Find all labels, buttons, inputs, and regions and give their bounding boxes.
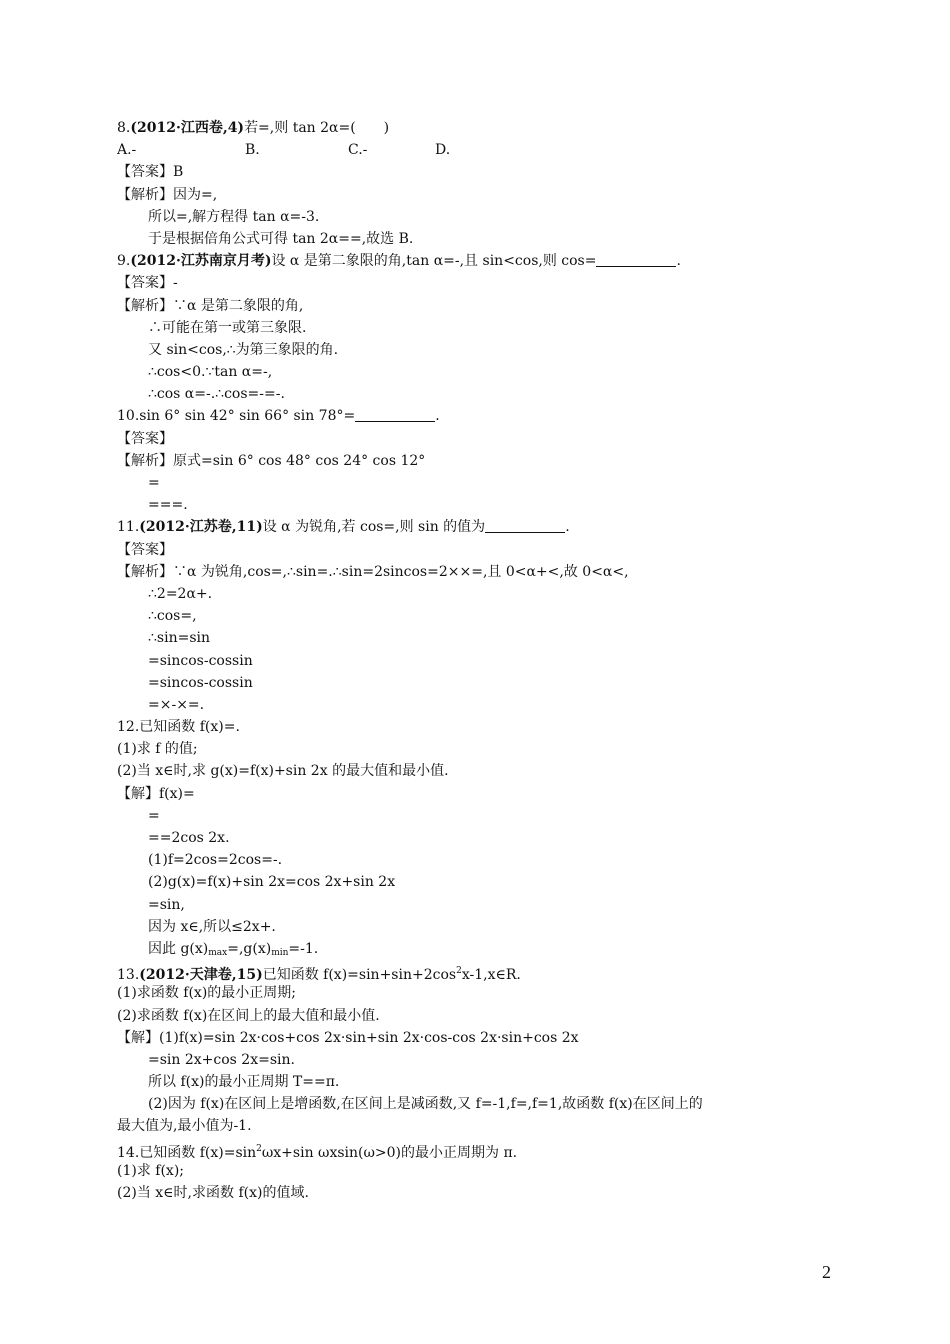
q13-solution: 【解】(1)f(x)=sin 2x·cos+cos 2x·sin+sin 2x·cos-cos 2x·sin+cos 2x [117,1029,579,1046]
q12-solution: =sin, [148,896,185,913]
q12-solution: 因为 x∈,所以≤2x+. [148,918,276,935]
q12-solution: ==2cos 2x. [148,830,230,846]
q8-stem: 8.(2012·江西卷,4)若=,则 tan 2α=( ) [117,120,390,136]
q11-analysis: =×-×=. [148,696,205,713]
q8-answer: 【答案】B [117,164,184,181]
q9-stem: 9.(2012·江苏南京月考)设 α 是第二象限的角,tan α=-,且 sin<cos,则 cos= . [117,253,681,270]
q12-part: (2)当 x∈时,求 g(x)=f(x)+sin 2x 的最大值和最小值. [117,763,449,780]
answer-blank [485,518,565,533]
q10-analysis: 【解析】原式=sin 6° cos 48° cos 24° cos 12° [117,452,426,469]
q11-analysis: ∴2=2α+. [148,585,213,602]
q12-solution: 【解】f(x)= [117,785,195,802]
q12-solution-final: 因此 $g(x)_{max}=,g(x)_{min}=-1$. [148,940,319,958]
q13-stem: 13.(2012·天津卷,15)已知函数 $f(x)=\sin+\sin+2\cos^2x-1,x\in R$. [117,966,521,983]
q12-solution: (2)g(x)=f(x)+sin 2x=cos 2x+sin 2x [148,874,396,891]
q11-answer: 【答案】 [117,541,173,558]
q13-solution: 所以 f(x)的最小正周期 T==π. [148,1074,340,1091]
q12-stem: 12.已知函数 f(x)=. [117,719,240,736]
q11-analysis: =sincos-cossin [148,674,253,691]
q10-answer: 【答案】 [117,430,173,447]
q14-stem: 14.已知函数 $f(x)=\sin^2\omega x+\sin$ ωxsin(ω>0)的最小正周期为 π. [117,1143,518,1160]
document-content [117,117,827,1204]
q9-analysis: 又 sin<cos,∴为第三象限的角. [148,341,339,358]
q9-answer: 【答案】- [117,275,178,292]
q8-analysis: 所以=,解方程得 tan α=-3. [148,208,320,225]
q13-part: (1)求函数 f(x)的最小正周期; [117,985,296,1002]
q12-solution: (1)f=2cos=2cos=-. [148,852,283,869]
q13-solution: =sin 2x+cos 2x=sin. [148,1051,295,1068]
q8-analysis: 【解析】因为=, [117,186,218,203]
q9-analysis: ∴可能在第一或第三象限. [148,319,307,336]
q13-solution: (2)因为 f(x)在区间上是增函数,在区间上是减函数,又 f=-1,f=,f=1,故函数 f(x)在区间上的 [148,1096,703,1113]
page-number: 2 [822,1262,831,1282]
q12-part: (1)求 f 的值; [117,741,198,758]
q8-analysis: 于是根据倍角公式可得 tan 2α==,故选 B. [148,230,414,247]
q10-analysis: ===. [148,497,188,514]
q11-analysis: 【解析】∵α 为锐角,cos=,∴sin=.∴sin=2sincos=2××=,且 0<α+<,故 0<α<, [117,563,629,580]
q12-solution: = [148,807,160,824]
q9-analysis: ∴cos α=-.∴cos=-=-. [148,386,285,403]
q9-analysis: ∴cos<0.∵tan α=-, [148,364,273,381]
q11-stem: 11.(2012·江苏卷,11)设 α 为锐角,若 cos=,则 sin 的值为 . [117,519,570,536]
q11-analysis: ∴cos=, [148,608,197,625]
q8-options: A.- B. C.- D. [117,142,451,159]
answer-blank [596,252,676,267]
q13-part: (2)求函数 f(x)在区间上的最大值和最小值. [117,1007,380,1024]
q10-analysis: = [148,475,160,491]
answer-blank [355,407,435,422]
q14-part: (1)求 f(x); [117,1162,184,1179]
q13-solution: 最大值为,最小值为-1. [117,1118,252,1135]
q10-stem: 10.sin 6° sin 42° sin 66° sin 78°= . [117,408,440,425]
q11-analysis: =sincos-cossin [148,652,253,669]
q9-analysis: 【解析】∵α 是第二象限的角, [117,297,304,314]
q11-analysis: ∴sin=sin [148,630,210,647]
q14-part: (2)当 x∈时,求函数 f(x)的值域. [117,1185,309,1201]
